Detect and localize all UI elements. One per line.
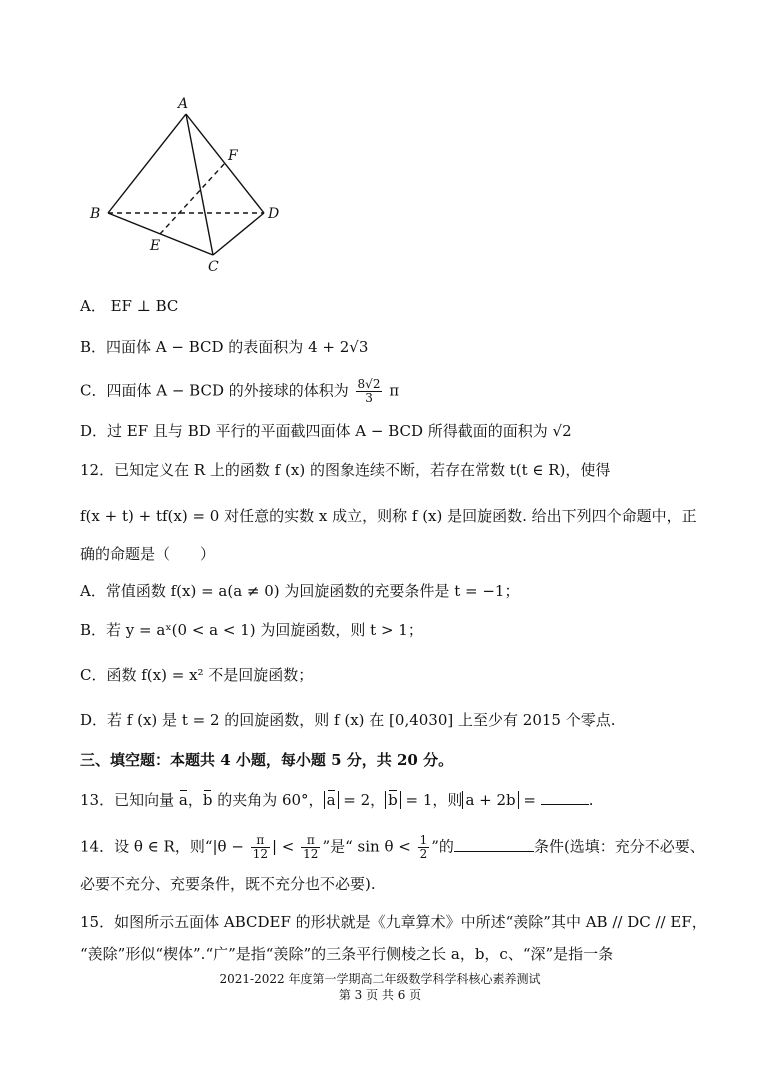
q14-line-1 — [80, 834, 705, 861]
q14-frac-2-num: π — [301, 834, 320, 848]
tetrahedron-figure — [80, 88, 300, 283]
q13-equals: = — [518, 791, 541, 809]
q12-option-a: A．常值函数 f(x) = a(a ≠ 0) 为回旋函数的充要条件是 t = −1； — [80, 582, 520, 600]
q14-post: ”的 — [431, 837, 454, 856]
q13-period: . — [588, 791, 594, 809]
q13-vector-a: a — [178, 791, 188, 809]
q13-prefix: 13．已知向量 — [80, 791, 179, 809]
segment-EF-hidden — [160, 163, 225, 234]
q14-tail: 条件(选填：充分不必要、 — [533, 837, 705, 856]
q11-option-c-num: 8√2 — [357, 377, 381, 391]
q11-option-d: D．过 EF 且与 BD 平行的平面截四面体 A − BCD 所得截面的面积为 √2 — [80, 422, 572, 440]
q13-angle-text: 的夹角为 60°， — [212, 791, 324, 809]
edge-AD — [186, 114, 264, 213]
q13-abs-b — [385, 791, 401, 809]
q11-option-a: A． EF ⊥ BC — [80, 297, 179, 315]
label-A: A — [178, 96, 189, 112]
q13-abs-a-vector: a — [326, 791, 336, 809]
q14-frac-3-num: 1 — [419, 833, 428, 847]
label-B: B — [90, 206, 101, 222]
q12-option-b: B．若 y = aˣ(0 < a < 1) 为回旋函数，则 t > 1； — [80, 621, 423, 639]
section-3-heading: 三、填空题：本题共 4 小题，每小题 5 分，共 20 分。 — [80, 751, 454, 769]
q12-line-3: 确的命题是（ ） — [80, 545, 216, 563]
q14-frac-3-den: 2 — [419, 847, 428, 861]
q11-option-c-text: C．四面体 A − BCD 的外接球的体积为 — [80, 381, 349, 400]
q13-abs-b-vector: b — [388, 791, 398, 809]
q15-line-2: “羡除”形似“楔体”.“广”是指“羡除”的三条平行侧棱之长 a，b，c、“深”是指一条 — [80, 945, 614, 963]
q12-option-d: D．若 f (x) 是 t = 2 的回旋函数，则 f (x) 在 [0,4030] 上至少有 2015 个零点. — [80, 711, 616, 729]
q11-option-c-fraction — [356, 378, 383, 405]
q13-abs-sum: a + 2b — [462, 791, 518, 809]
label-D: D — [268, 206, 280, 222]
q12-line-2: f(x + t) + tf(x) = 0 对任意的实数 x 成立，则称 f (x) 是回旋函数. 给出下列四个命题中，正 — [80, 507, 697, 525]
q14-mid: | < — [271, 837, 295, 856]
q13-eq-b: = 1，则 — [400, 791, 463, 809]
footer-title: 2021-2022 年度第一学期高二年级数学科学科核心素养测试 — [219, 972, 541, 986]
footer-page-number: 第 3 页 共 6 页 — [338, 988, 422, 1002]
q13 — [80, 790, 594, 810]
q14-frac-2-den: 12 — [303, 847, 319, 861]
q15-line-1: 15．如图所示五面体 ABCDEF 的形状就是《九章算术》中所述“羡除”其中 AB // DC // EF， — [80, 913, 707, 931]
q14-prefix: 14．设 θ ∈ R，则“|θ − — [80, 837, 244, 856]
q13-answer-blank[interactable] — [541, 790, 589, 805]
label-E: E — [150, 238, 161, 254]
q13-sep: ， — [187, 791, 203, 809]
q11-option-c-den: 3 — [365, 391, 373, 405]
q12-line-1: 12．已知定义在 R 上的函数 f (x) 的图象连续不断，若存在常数 t(t ∈ R)，使得 — [80, 461, 611, 479]
q14-frac-1-num: π — [251, 834, 270, 848]
q14-frac-3 — [418, 834, 430, 861]
q14-answer-blank[interactable] — [454, 837, 534, 852]
label-F: F — [228, 148, 238, 164]
q14-frac-1-den: 12 — [252, 847, 268, 861]
q11-option-b: B．四面体 A − BCD 的表面积为 4 + 2√3 — [80, 338, 369, 356]
q14-line-2: 必要不充分、充要条件，既不充分也不必要). — [80, 875, 376, 893]
q13-eq-a: = 2， — [338, 791, 386, 809]
q13-vector-b: b — [202, 791, 213, 809]
edge-AC — [186, 114, 213, 255]
q14-frac-2 — [301, 834, 320, 861]
q11-option-c-pi: π — [389, 381, 400, 400]
q11-option-c — [80, 378, 399, 405]
label-C: C — [208, 259, 219, 275]
q14-frac-1 — [251, 834, 270, 861]
q12-option-c: C．函数 f(x) = x² 不是回旋函数； — [80, 666, 314, 684]
q14-mid2: ”是“ sin θ < — [322, 837, 411, 856]
edge-CD — [213, 213, 264, 255]
edge-AB — [108, 114, 186, 213]
q13-abs-a — [324, 791, 339, 809]
